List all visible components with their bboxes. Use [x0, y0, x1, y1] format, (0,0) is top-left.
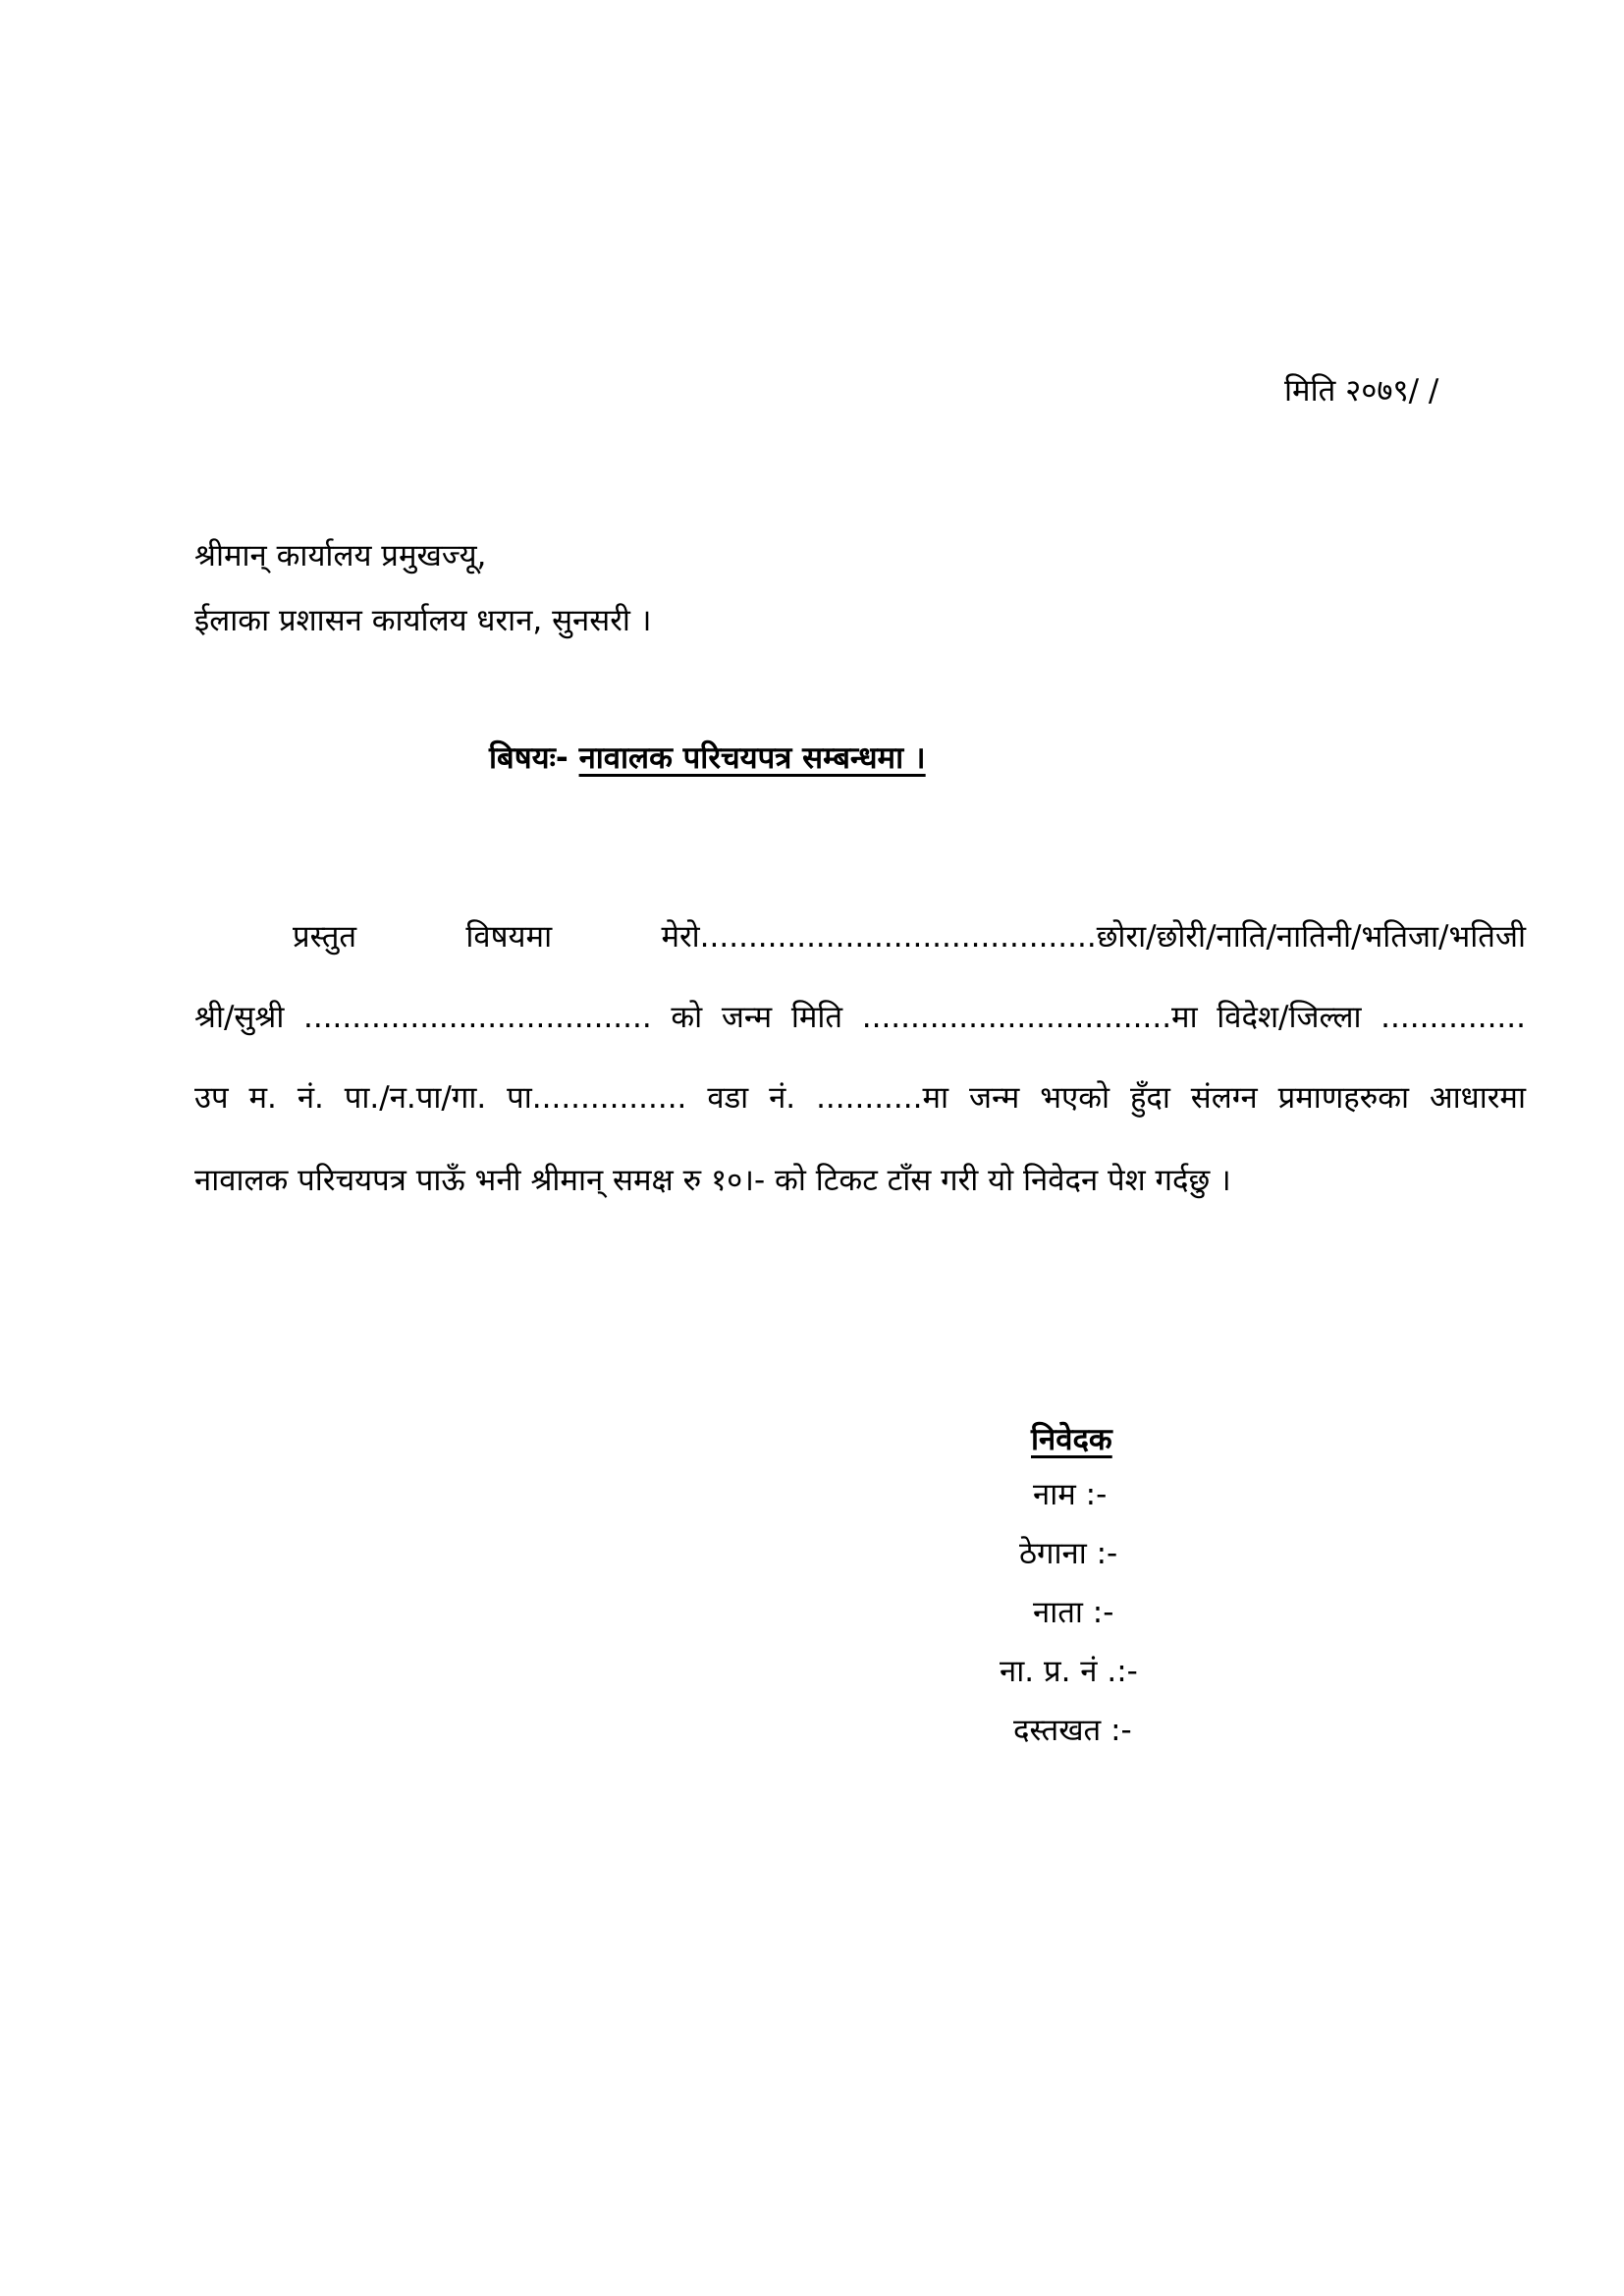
subject-text: नावालक परिचयपत्र सम्बन्धमा । — [578, 740, 926, 776]
applicant-relation-field: नाता :- — [1033, 1595, 1114, 1630]
body-line-3: उप म. नं. पा./न.पा/गा. पा................ वडा नं. ...........मा जन्म भएको हुँदा संलग्न प्रमाणहरुका आधारमा — [194, 1080, 1526, 1116]
body-line-4: नावालक परिचयपत्र पाऊँ भनी श्रीमान् समक्ष रु १०।- को टिकट टाँस गरी यो निवेदन पेश गर्दछु । — [194, 1163, 1231, 1198]
addressee-line-1: श्रीमान् कार्यालय प्रमुखज्यू, — [194, 538, 487, 574]
applicant-heading: निवेदक — [1031, 1422, 1112, 1457]
subject-label: बिषयः- — [489, 740, 568, 776]
applicant-id-number-field: ना. प्र. नं .:- — [1000, 1654, 1138, 1689]
body-line-2: श्री/सुश्री .................................... को जन्म मिति ................................मा विदेश/जिल्ला ............... — [194, 1000, 1526, 1035]
applicant-address-field: ठेगाना :- — [1019, 1536, 1118, 1571]
applicant-signature-field: दस्तखत :- — [1013, 1713, 1132, 1748]
body-word-bishayama: विषयमा — [465, 919, 553, 955]
body-word-mero: मेरो.........................................छोरा/छोरी/नाति/नातिनी/भतिजा/भतिजी — [661, 919, 1526, 955]
applicant-name-field: नाम :- — [1033, 1477, 1108, 1512]
subject-line — [489, 738, 926, 778]
addressee-line-2: ईलाका प्रशासन कार्यालय धरान, सुनसरी । — [194, 603, 652, 638]
body-line-1 — [194, 917, 1526, 957]
body-word-prastut: प्रस्तुत — [293, 919, 357, 955]
date-line: मिति २०७९/ / — [1284, 373, 1439, 409]
